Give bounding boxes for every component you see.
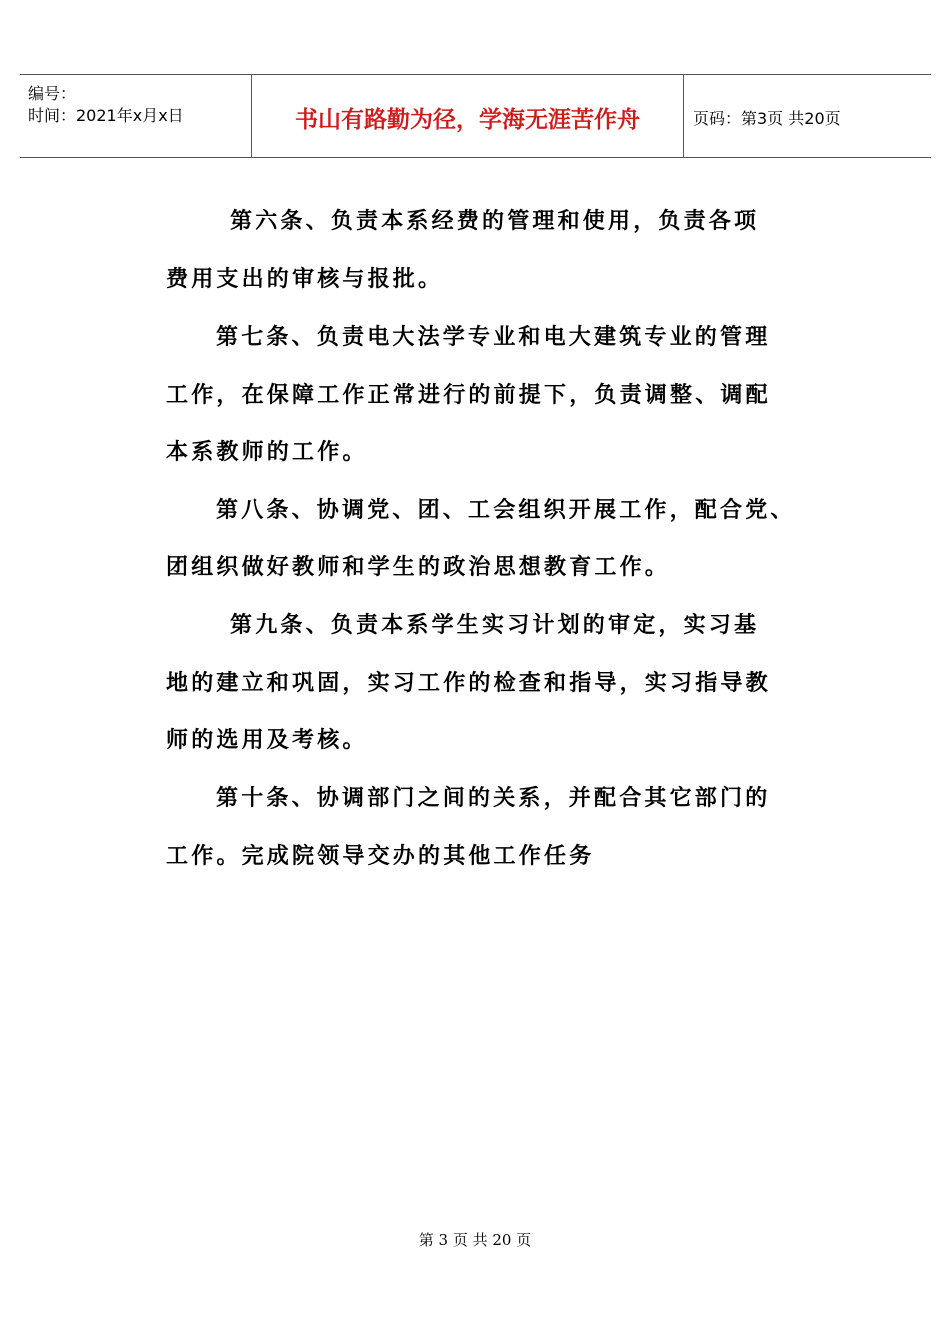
article-7-line-1: 第七条、负责电大法学专业和电大建筑专业的管理 (216, 324, 771, 350)
article-9-line-1: 第九条、负责本系学生实习计划的审定，实习基 (230, 612, 760, 638)
header-motto: 书山有路勤为径，学海无涯苦作舟 (295, 107, 640, 133)
article-10-line-1: 第十条、协调部门之间的关系，并配合其它部门的 (216, 785, 771, 811)
footer-page-number: 第 3 页 共 20 页 (418, 1231, 532, 1249)
article-8-line-1: 第八条、协调党、团、工会组织开展工作，配合党、 (216, 497, 796, 523)
document-number-label: 编号： (28, 84, 77, 103)
article-9-line-3: 师的选用及考核。 (166, 727, 368, 753)
header-page-info: 页码：第3页 共20页 (693, 109, 841, 128)
article-9-line-2: 地的建立和巩固，实习工作的检查和指导，实习指导教 (166, 670, 771, 696)
article-10-line-2: 工作。完成院领导交办的其他工作任务 (166, 843, 595, 869)
page-footer (0, 1230, 950, 1250)
article-6-line-2: 费用支出的审核与报批。 (166, 266, 444, 292)
article-6-line-1: 第六条、负责本系经费的管理和使用，负责各项 (230, 208, 760, 234)
article-7-line-2: 工作，在保障工作正常进行的前提下，负责调整、调配 (166, 382, 771, 408)
article-8-line-2: 团组织做好教师和学生的政治思想教育工作。 (166, 554, 671, 580)
article-7-line-3: 本系教师的工作。 (166, 439, 368, 465)
document-date-label: 时间：2021年x月x日 (28, 106, 184, 125)
